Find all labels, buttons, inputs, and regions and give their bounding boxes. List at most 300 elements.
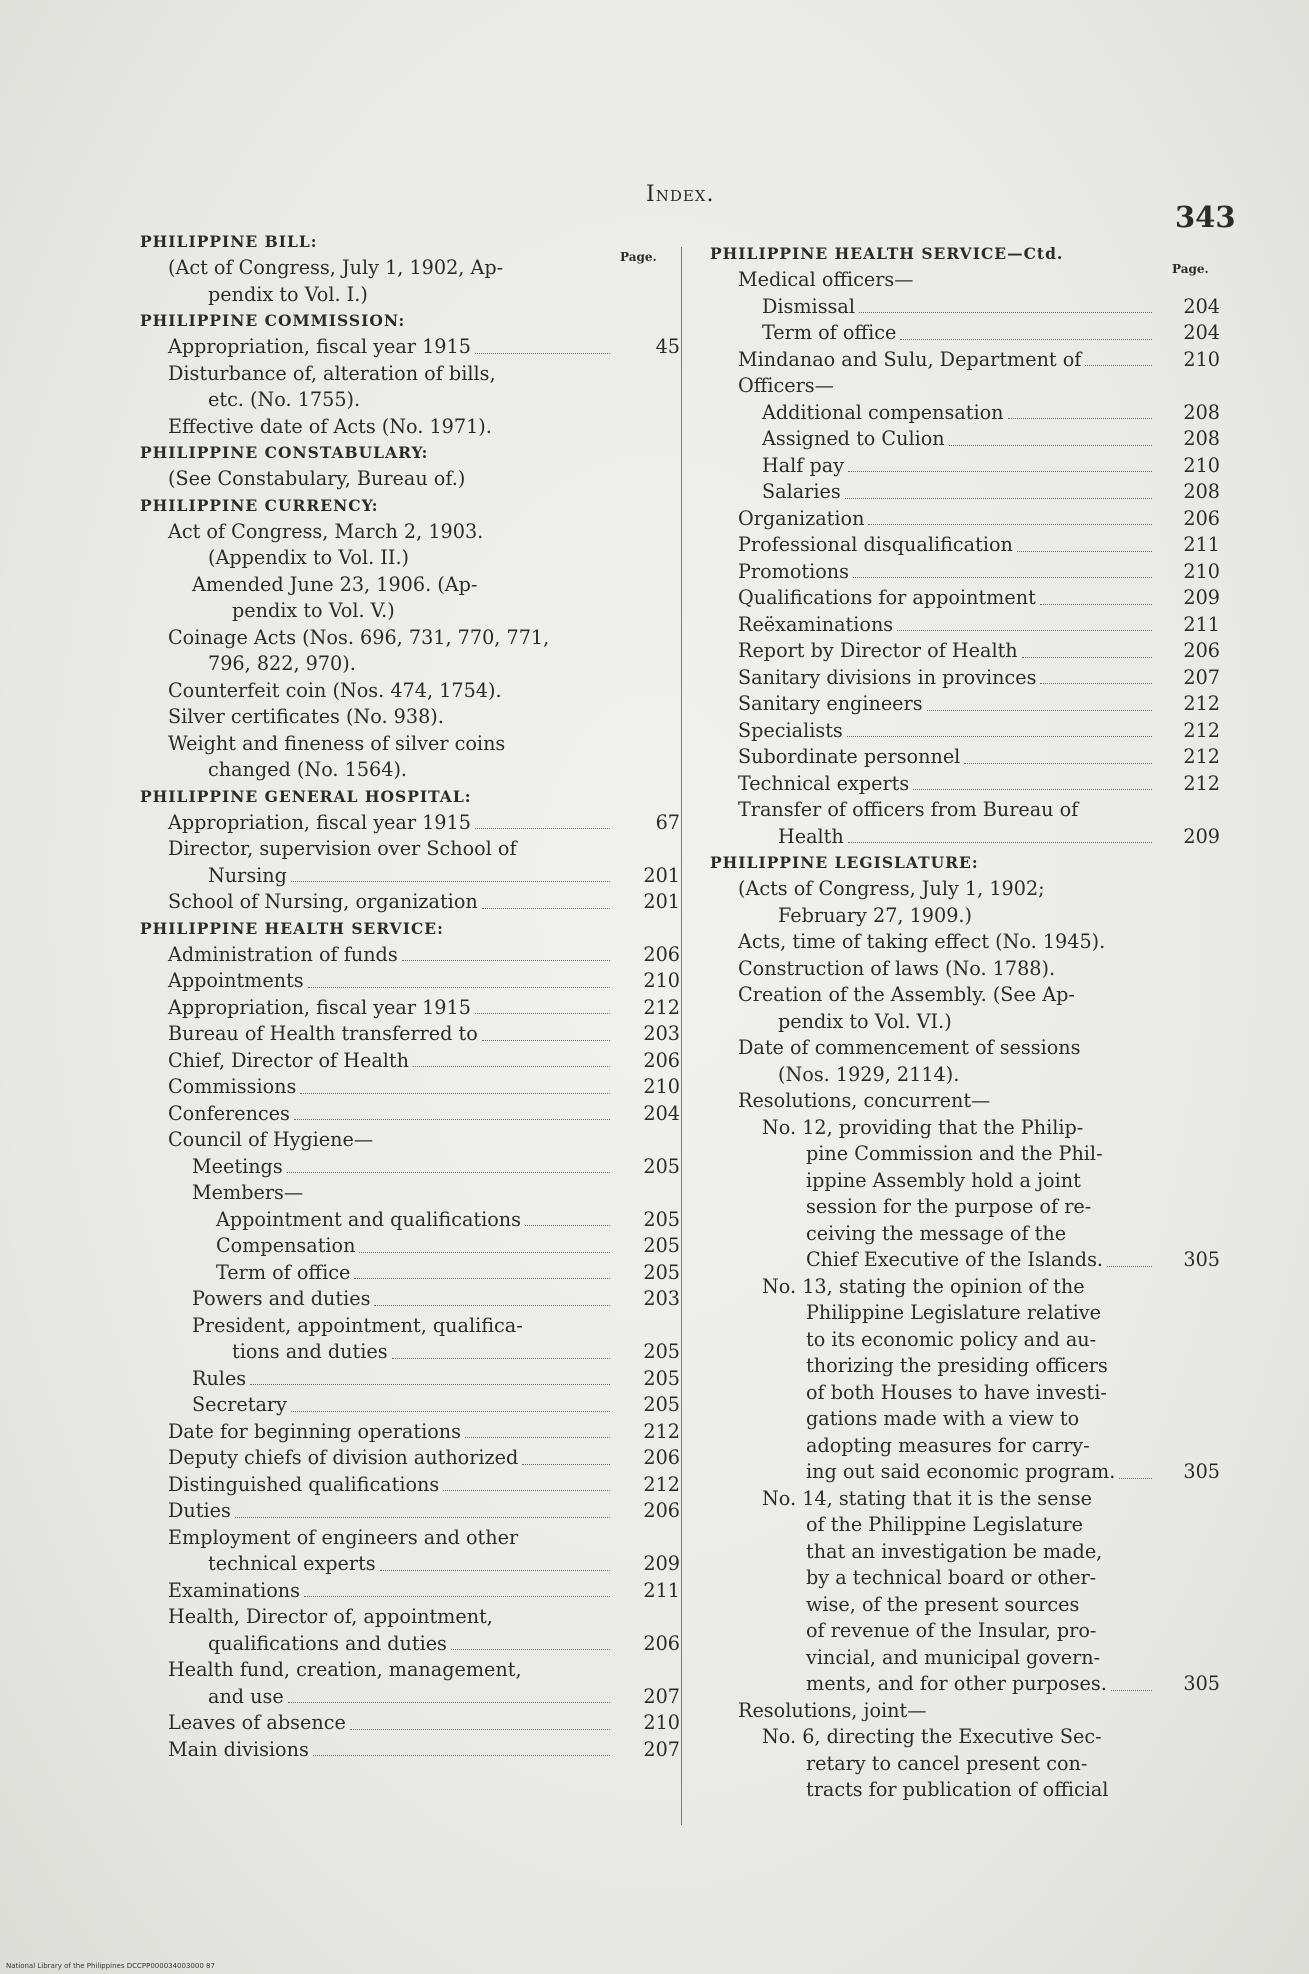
- index-entry: [710, 506, 1220, 533]
- index-entry: [710, 479, 1220, 506]
- page-reference: 305: [1183, 1672, 1220, 1695]
- entry-text: Qualifications for appointment: [738, 586, 1036, 609]
- entry-text: No. 12, providing that the Philip-: [762, 1115, 1084, 1139]
- entry-text: Mindanao and Sulu, Department of: [738, 347, 1082, 371]
- entry-text: (Nos. 1929, 2114).: [778, 1062, 960, 1086]
- page-reference: 210: [1183, 347, 1220, 371]
- entry-text: No. 6, directing the Executive Sec-: [762, 1725, 1102, 1748]
- page-reference: 206: [643, 1048, 680, 1072]
- entry-text: ippine Assembly hold a joint: [806, 1168, 1081, 1192]
- entry-text: Salaries: [762, 480, 841, 503]
- page-reference: 207: [1183, 665, 1220, 689]
- page-reference: 211: [1183, 533, 1220, 556]
- index-entry: [710, 665, 1220, 692]
- leader-dots: [927, 710, 1152, 711]
- leader-dots: [235, 1517, 610, 1518]
- running-head: Index.: [646, 182, 715, 207]
- entry-text: pendix to Vol. I.): [208, 282, 368, 306]
- leader-dots: [845, 498, 1152, 499]
- entry-text: Organization: [738, 506, 865, 530]
- leader-dots: [350, 1729, 610, 1730]
- entry-text: Administration of funds: [168, 942, 398, 966]
- entry-text: No. 13, stating the opinion of the: [762, 1274, 1085, 1298]
- entry-text: Amended June 23, 1906. (Ap-: [192, 572, 478, 596]
- leader-dots: [897, 630, 1152, 631]
- page-reference: 201: [643, 863, 680, 887]
- entry-text: Commissions: [168, 1075, 297, 1098]
- entry-text: vincial, and municipal govern-: [806, 1645, 1101, 1669]
- leader-dots: [313, 1755, 610, 1756]
- entry-text: adopting measures for carry-: [806, 1433, 1090, 1457]
- entry-text: Employment of engineers and other: [168, 1525, 519, 1549]
- entry-text: Chief, Director of Health: [168, 1048, 409, 1072]
- leader-dots: [913, 789, 1152, 790]
- page-reference: 206: [643, 1499, 680, 1522]
- index-entry: [140, 519, 680, 572]
- entry-text: School of Nursing, organization: [168, 890, 478, 913]
- leader-dots: [451, 1649, 610, 1650]
- entry-text: Distinguished qualifications: [168, 1472, 440, 1496]
- index-entry: [140, 1366, 680, 1393]
- page-reference: 210: [1183, 453, 1220, 477]
- entry-text: pendix to Vol. VI.): [778, 1009, 952, 1033]
- entry-text: pine Commission and the Phil-: [806, 1142, 1103, 1165]
- leader-dots: [1040, 683, 1152, 684]
- index-entry: [710, 1724, 1220, 1804]
- index-entry: [710, 744, 1220, 771]
- leader-dots: [900, 339, 1152, 340]
- entry-text: Deputy chiefs of division authorized: [168, 1446, 519, 1469]
- entry-text: Appropriation, fiscal year 1915: [168, 335, 471, 358]
- leader-dots: [402, 960, 610, 961]
- index-entry: [710, 294, 1220, 321]
- entry-text: that an investigation be made,: [806, 1539, 1103, 1563]
- index-entry: [710, 1274, 1220, 1486]
- index-entry: [710, 718, 1220, 745]
- entry-text: Examinations: [168, 1578, 300, 1602]
- leader-dots: [354, 1278, 610, 1279]
- index-entry: [710, 876, 1220, 929]
- entry-text: Appointment and qualifications: [216, 1207, 522, 1231]
- page-reference: 205: [643, 1393, 680, 1416]
- page-reference: 212: [643, 995, 680, 1019]
- entry-text: Resolutions, concurrent—: [738, 1089, 991, 1112]
- entry-text: Officers—: [738, 374, 834, 397]
- index-entry: [140, 889, 680, 916]
- index-entry: [140, 1419, 680, 1446]
- entry-text: tracts for publication of official: [806, 1778, 1109, 1801]
- entry-text: Health: [778, 824, 844, 848]
- leader-dots: [291, 881, 610, 882]
- page-reference: 206: [643, 1446, 680, 1469]
- index-entry: [140, 625, 680, 678]
- entry-text: Effective date of Acts (No. 1971).: [168, 414, 492, 438]
- entry-text: qualifications and duties: [208, 1631, 447, 1655]
- index-entry: [140, 1737, 680, 1764]
- page-reference: 203: [643, 1287, 680, 1310]
- index-entry: [710, 585, 1220, 612]
- index-entry: [710, 638, 1220, 665]
- leader-dots: [359, 1252, 610, 1253]
- leader-dots: [304, 1596, 610, 1597]
- entry-text: Members—: [192, 1181, 304, 1204]
- entry-text: Conferences: [168, 1101, 290, 1125]
- entry-text: Secretary: [192, 1393, 287, 1416]
- leader-dots: [1040, 604, 1152, 605]
- index-entry: [710, 373, 1220, 400]
- page-reference: 201: [643, 890, 680, 913]
- page-reference: 203: [643, 1022, 680, 1045]
- page-reference: 212: [1183, 745, 1220, 768]
- page-reference: 209: [643, 1552, 680, 1575]
- entry-text: and use: [208, 1684, 284, 1708]
- page-reference: 210: [643, 1711, 680, 1734]
- leader-dots: [294, 1119, 610, 1120]
- leader-dots: [848, 471, 1152, 472]
- entry-text: Director, supervision over School of: [168, 837, 517, 860]
- entry-text: thorizing the presiding officers: [806, 1354, 1108, 1377]
- entry-text: Term of office: [216, 1260, 351, 1284]
- index-heading: PHILIPPINE HEALTH SERVICE—Ctd.: [710, 244, 1064, 263]
- entry-text: ing out said economic program.: [806, 1460, 1116, 1483]
- index-entry: [710, 771, 1220, 798]
- entry-text: President, appointment, qualifica-: [192, 1313, 523, 1337]
- page-reference: 204: [1183, 294, 1220, 318]
- entry-text: Health, Director of, appointment,: [168, 1605, 493, 1628]
- index-entry: [140, 836, 680, 889]
- index-entry: [140, 995, 680, 1022]
- index-entry: [140, 1074, 680, 1101]
- leader-dots: [482, 908, 610, 909]
- entry-text: retary to cancel present con-: [806, 1751, 1088, 1775]
- index-entry: [140, 361, 680, 414]
- index-entry: [140, 1578, 680, 1605]
- index-entry: [710, 1035, 1220, 1088]
- index-heading: PHILIPPINE GENERAL HOSPITAL:: [140, 786, 472, 806]
- entry-text: Additional compensation: [762, 400, 1004, 424]
- index-heading: PHILIPPINE HEALTH SERVICE:: [140, 918, 444, 938]
- page-reference: 208: [1183, 400, 1220, 424]
- page-reference: 205: [643, 1207, 680, 1231]
- leader-dots: [288, 1702, 610, 1703]
- entry-text: Construction of laws (No. 1788).: [738, 956, 1056, 980]
- leader-dots: [1017, 551, 1152, 552]
- entry-text: Technical experts: [738, 771, 910, 795]
- entry-text: Health fund, creation, management,: [168, 1658, 522, 1681]
- leader-dots: [964, 763, 1152, 764]
- entry-text: Sanitary engineers: [738, 692, 923, 715]
- page-reference: 207: [643, 1684, 680, 1708]
- index-entry: [140, 1286, 680, 1313]
- entry-text: 796, 822, 970).: [208, 652, 356, 675]
- page-reference: 212: [1183, 692, 1220, 715]
- index-column-left: [140, 229, 680, 1763]
- index-entry: [140, 1021, 680, 1048]
- entry-text: Report by Director of Health: [738, 639, 1018, 662]
- index-entry: [140, 1445, 680, 1472]
- index-entry: [140, 572, 680, 625]
- index-entry: [140, 1260, 680, 1287]
- leader-dots: [443, 1490, 610, 1491]
- entry-text: by a technical board or other-: [806, 1566, 1097, 1589]
- page-reference: 205: [643, 1234, 680, 1257]
- entry-text: Appropriation, fiscal year 1915: [168, 995, 471, 1019]
- page-reference: 209: [1183, 586, 1220, 609]
- index-entry: [140, 704, 680, 731]
- index-entry: [140, 678, 680, 705]
- index-entry: [140, 1525, 680, 1578]
- page-reference: 205: [643, 1260, 680, 1284]
- page-reference: 211: [1183, 612, 1220, 636]
- entry-text: (Act of Congress, July 1, 1902, Ap-: [168, 256, 504, 279]
- page-reference: 45: [655, 335, 680, 358]
- entry-text: wise, of the present sources: [806, 1592, 1080, 1616]
- leader-dots: [287, 1172, 610, 1173]
- entry-text: Duties: [168, 1499, 231, 1522]
- leader-dots: [949, 445, 1152, 446]
- index-entry: [140, 1154, 680, 1181]
- index-entry: [710, 267, 1220, 294]
- entry-text: Acts, time of taking effect (No. 1945).: [738, 930, 1106, 953]
- page-reference: 206: [1183, 506, 1220, 530]
- index-entry: [710, 1088, 1220, 1115]
- page-reference: 206: [1183, 639, 1220, 662]
- index-entry: [710, 982, 1220, 1035]
- leader-dots: [1107, 1266, 1152, 1267]
- index-entry: [140, 1127, 680, 1154]
- leader-dots: [465, 1437, 610, 1438]
- index-entry: [710, 559, 1220, 586]
- page-reference: 205: [643, 1154, 680, 1178]
- entry-text: Professional disqualification: [738, 533, 1013, 556]
- entry-text: changed (No. 1564).: [208, 758, 408, 781]
- page-reference: 67: [655, 810, 680, 834]
- page-reference: 210: [1183, 559, 1220, 583]
- entry-text: Dismissal: [762, 294, 855, 318]
- index-entry: [140, 1101, 680, 1128]
- entry-text: February 27, 1909.): [778, 903, 973, 927]
- page-reference: 210: [643, 1075, 680, 1098]
- leader-dots: [475, 828, 610, 829]
- leader-dots: [475, 1013, 610, 1014]
- entry-text: (Acts of Congress, July 1, 1902;: [738, 877, 1045, 900]
- index-entry: [710, 532, 1220, 559]
- entry-text: Disturbance of, alteration of bills,: [168, 361, 496, 385]
- index-entry: [140, 1313, 680, 1366]
- entry-text: Main divisions: [168, 1737, 309, 1761]
- scan-footer: National Library of the Philippines DCCPP000034003000 87: [6, 1962, 215, 1970]
- index-entry: [140, 1498, 680, 1525]
- page-reference: 212: [1183, 771, 1220, 795]
- entry-text: Compensation: [216, 1234, 356, 1257]
- leader-dots: [308, 987, 610, 988]
- index-entry: [140, 731, 680, 784]
- leader-dots: [522, 1464, 610, 1465]
- entry-text: Act of Congress, March 2, 1903.: [168, 519, 484, 543]
- entry-text: gations made with a view to: [806, 1407, 1080, 1430]
- page-reference: 206: [643, 942, 680, 966]
- page-reference: 205: [643, 1340, 680, 1363]
- page-reference: 305: [1183, 1248, 1220, 1271]
- leader-dots: [1111, 1690, 1152, 1691]
- index-entry: [710, 320, 1220, 347]
- page-column-header-left: Page.: [620, 250, 657, 264]
- index-entry: [710, 1115, 1220, 1274]
- index-entry: [140, 1180, 680, 1207]
- page-reference: 209: [1183, 824, 1220, 848]
- leader-dots: [1022, 657, 1152, 658]
- index-entry: [140, 1392, 680, 1419]
- entry-text: pendix to Vol. V.): [232, 599, 395, 622]
- page-reference: 208: [1183, 427, 1220, 450]
- page-number: 343: [1175, 200, 1236, 234]
- entry-text: Medical officers—: [738, 268, 914, 291]
- leader-dots: [853, 577, 1152, 578]
- page-reference: 212: [1183, 718, 1220, 742]
- entry-text: Meetings: [192, 1154, 283, 1178]
- leader-dots: [848, 842, 1152, 843]
- index-entry: [710, 1486, 1220, 1698]
- page-reference: 210: [643, 969, 680, 992]
- entry-text: (Appendix to Vol. II.): [208, 546, 410, 569]
- entry-text: Silver certificates (No. 938).: [168, 705, 444, 728]
- page-reference: 204: [643, 1101, 680, 1125]
- leader-dots: [413, 1066, 610, 1067]
- leader-dots: [859, 312, 1152, 313]
- page-column-header-right: Page.: [1172, 262, 1209, 276]
- page-reference: 211: [643, 1578, 680, 1602]
- entry-text: Council of Hygiene—: [168, 1128, 374, 1151]
- leader-dots: [482, 1040, 610, 1041]
- index-entry: [140, 255, 680, 308]
- leader-dots: [868, 524, 1152, 525]
- entry-text: ceiving the message of the: [806, 1221, 1067, 1245]
- index-entry: [140, 414, 680, 441]
- index-entry: [140, 1472, 680, 1499]
- index-entry: [710, 347, 1220, 374]
- index-heading: PHILIPPINE COMMISSION:: [140, 311, 406, 330]
- index-heading: PHILIPPINE LEGISLATURE:: [710, 853, 979, 872]
- index-entry: [710, 956, 1220, 983]
- leader-dots: [300, 1093, 610, 1094]
- index-heading: PHILIPPINE BILL:: [140, 232, 318, 251]
- entry-text: Appropriation, fiscal year 1915: [168, 810, 471, 834]
- page-reference: 207: [643, 1737, 680, 1761]
- index-entry: [140, 942, 680, 969]
- entry-text: Specialists: [738, 718, 843, 742]
- entry-text: of the Philippine Legislature: [806, 1513, 1084, 1536]
- entry-text: Bureau of Health transferred to: [168, 1022, 478, 1045]
- index-entry: [710, 797, 1220, 850]
- entry-text: Term of office: [762, 321, 897, 344]
- leader-dots: [847, 736, 1152, 737]
- page-reference: 212: [643, 1419, 680, 1443]
- index-entry: [710, 929, 1220, 956]
- index-entry: [140, 1604, 680, 1657]
- entry-text: Assigned to Culion: [762, 427, 945, 450]
- index-heading: PHILIPPINE CONSTABULARY:: [140, 443, 429, 462]
- index-entry: [140, 1710, 680, 1737]
- entry-text: technical experts: [208, 1552, 376, 1575]
- entry-text: Date of commencement of sessions: [738, 1036, 1081, 1059]
- index-entry: [710, 691, 1220, 718]
- entry-text: ments, and for other purposes.: [806, 1672, 1107, 1695]
- entry-text: Counterfeit coin (Nos. 474, 1754).: [168, 678, 502, 702]
- index-entry: [140, 1048, 680, 1075]
- page-reference: 206: [643, 1631, 680, 1655]
- leader-dots: [291, 1411, 610, 1412]
- entry-text: Nursing: [208, 863, 287, 887]
- index-entry: [140, 466, 680, 493]
- entry-text: Weight and fineness of silver coins: [168, 731, 506, 755]
- index-entry: [710, 426, 1220, 453]
- leader-dots: [1119, 1478, 1152, 1479]
- entry-text: Chief Executive of the Islands.: [806, 1248, 1104, 1271]
- entry-text: Promotions: [738, 559, 849, 583]
- entry-text: Coinage Acts (Nos. 696, 731, 770, 771,: [168, 625, 550, 649]
- leader-dots: [1008, 418, 1152, 419]
- entry-text: Half pay: [762, 453, 845, 477]
- leader-dots: [250, 1384, 610, 1385]
- entry-text: Transfer of officers from Bureau of: [738, 798, 1079, 821]
- leader-dots: [525, 1225, 610, 1226]
- entry-text: Resolutions, joint—: [738, 1698, 927, 1722]
- index-entry: [710, 453, 1220, 480]
- index-column-right: [710, 241, 1220, 1804]
- entry-text: Rules: [192, 1366, 247, 1390]
- leader-dots: [374, 1305, 610, 1306]
- index-entry: [140, 1657, 680, 1710]
- entry-text: (See Constabulary, Bureau of.): [168, 467, 466, 490]
- entry-text: Subordinate personnel: [738, 745, 961, 768]
- page-reference: 305: [1183, 1460, 1220, 1483]
- index-entry: [140, 968, 680, 995]
- index-entry: [710, 612, 1220, 639]
- entry-text: No. 14, stating that it is the sense: [762, 1486, 1093, 1510]
- entry-text: Philippine Legislature relative: [806, 1301, 1101, 1324]
- entry-text: of both Houses to have investi-: [806, 1380, 1107, 1404]
- page-reference: 205: [643, 1366, 680, 1390]
- entry-text: to its economic policy and au-: [806, 1327, 1097, 1351]
- entry-text: Date for beginning operations: [168, 1419, 461, 1443]
- index-entry: [710, 1698, 1220, 1725]
- index-entry: [140, 1233, 680, 1260]
- leader-dots: [1085, 365, 1152, 366]
- leader-dots: [392, 1358, 610, 1359]
- page-reference: 204: [1183, 321, 1220, 344]
- entry-text: tions and duties: [232, 1340, 388, 1363]
- index-entry: [140, 1207, 680, 1234]
- entry-text: Appointments: [168, 969, 304, 992]
- page-reference: 208: [1183, 480, 1220, 503]
- leader-dots: [380, 1570, 610, 1571]
- column-divider: [681, 247, 682, 1825]
- entry-text: etc. (No. 1755).: [208, 388, 361, 411]
- index-entry: [140, 810, 680, 837]
- entry-text: Reëxaminations: [738, 612, 894, 636]
- entry-text: Creation of the Assembly. (See Ap-: [738, 983, 1075, 1006]
- entry-text: Sanitary divisions in provinces: [738, 665, 1037, 689]
- entry-text: of revenue of the Insular, pro-: [806, 1619, 1097, 1642]
- entry-text: session for the purpose of re-: [806, 1195, 1092, 1218]
- page-reference: 212: [643, 1472, 680, 1496]
- entry-text: Powers and duties: [192, 1287, 371, 1310]
- leader-dots: [475, 353, 610, 354]
- index-entry: [140, 334, 680, 361]
- entry-text: Leaves of absence: [168, 1711, 346, 1734]
- index-entry: [710, 400, 1220, 427]
- index-heading: PHILIPPINE CURRENCY:: [140, 495, 379, 515]
